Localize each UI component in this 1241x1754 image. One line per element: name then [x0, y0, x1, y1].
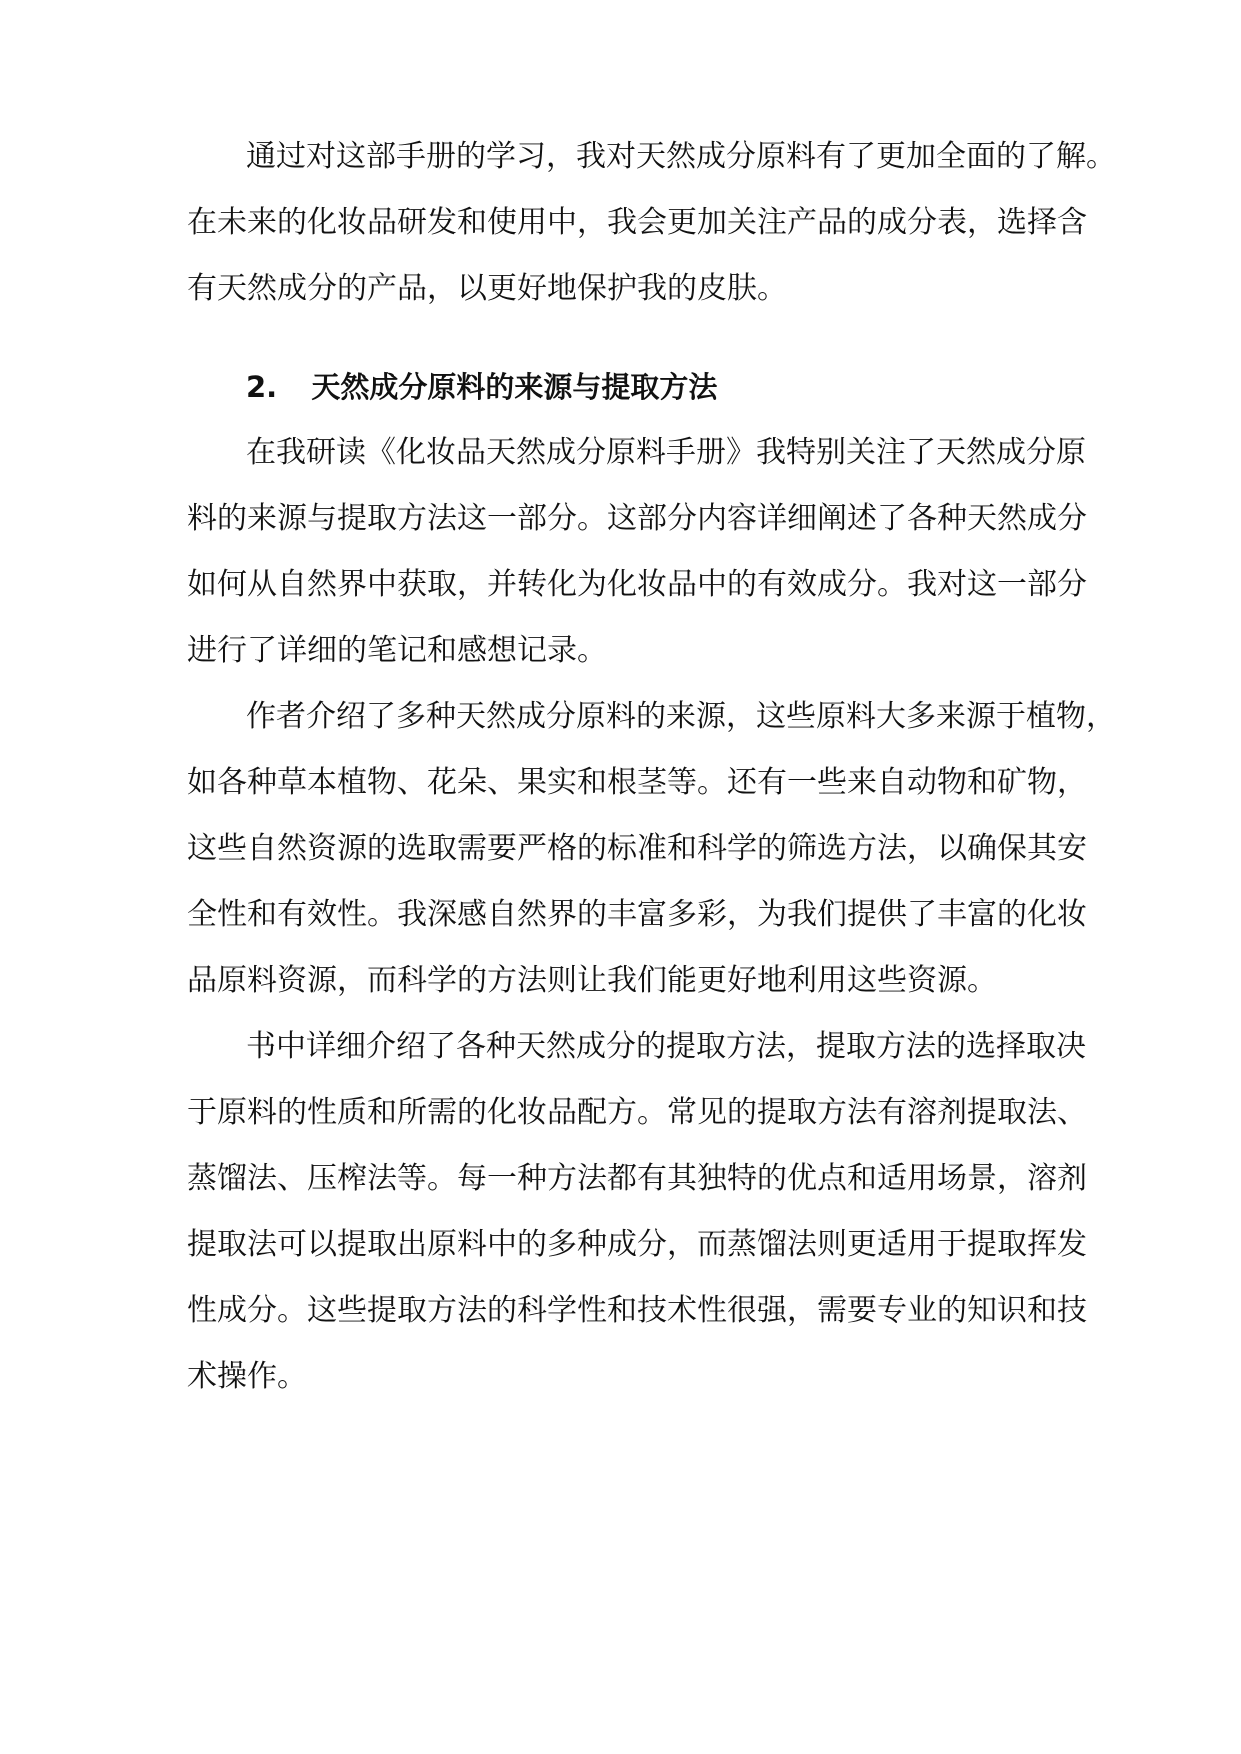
- paragraph-2-line-3: 如何从自然界中获取，并转化为化妆品中的有效成分。我对这一部分: [187, 567, 1087, 602]
- paragraph-4-line-5: 性成分。这些提取方法的科学性和技术性很强，需要专业的知识和技: [187, 1293, 1087, 1328]
- paragraph-3-line-1: 作者介绍了多种天然成分原料的来源，这些原料大多来源于植物，: [246, 699, 1116, 734]
- paragraph-3-line-3: 这些自然资源的选取需要严格的标准和科学的筛选方法，以确保其安: [187, 831, 1087, 866]
- paragraph-4-line-4: 提取法可以提取出原料中的多种成分，而蒸馏法则更适用于提取挥发: [187, 1227, 1087, 1262]
- section-number: 2.: [246, 370, 278, 404]
- paragraph-2-line-2: 料的来源与提取方法这一部分。这部分内容详细阐述了各种天然成分: [187, 501, 1087, 536]
- section-title: 天然成分原料的来源与提取方法: [311, 370, 718, 404]
- section-heading: [246, 367, 1146, 407]
- paragraph-3-line-4: 全性和有效性。我深感自然界的丰富多彩，为我们提供了丰富的化妆: [187, 897, 1087, 932]
- paragraph-4-line-6: 术操作。: [187, 1359, 307, 1394]
- paragraph-3-line-2: 如各种草本植物、花朵、果实和根茎等。还有一些来自动物和矿物，: [187, 765, 1087, 800]
- paragraph-1-line-3: 有天然成分的产品，以更好地保护我的皮肤。: [187, 271, 787, 306]
- paragraph-1-line-2: 在未来的化妆品研发和使用中，我会更加关注产品的成分表，选择含: [187, 205, 1087, 240]
- paragraph-1-line-1: 通过对这部手册的学习，我对天然成分原料有了更加全面的了解。: [246, 139, 1116, 174]
- paragraph-4-line-1: 书中详细介绍了各种天然成分的提取方法，提取方法的选择取决: [246, 1029, 1086, 1064]
- paragraph-4-line-3: 蒸馏法、压榨法等。每一种方法都有其独特的优点和适用场景，溶剂: [187, 1161, 1087, 1196]
- paragraph-3-line-5: 品原料资源，而科学的方法则让我们能更好地利用这些资源。: [187, 963, 997, 998]
- paragraph-2-line-1: 在我研读《化妆品天然成分原料手册》我特别关注了天然成分原: [246, 435, 1086, 470]
- paragraph-4-line-2: 于原料的性质和所需的化妆品配方。常见的提取方法有溶剂提取法、: [187, 1095, 1087, 1130]
- paragraph-2-line-4: 进行了详细的笔记和感想记录。: [187, 633, 607, 668]
